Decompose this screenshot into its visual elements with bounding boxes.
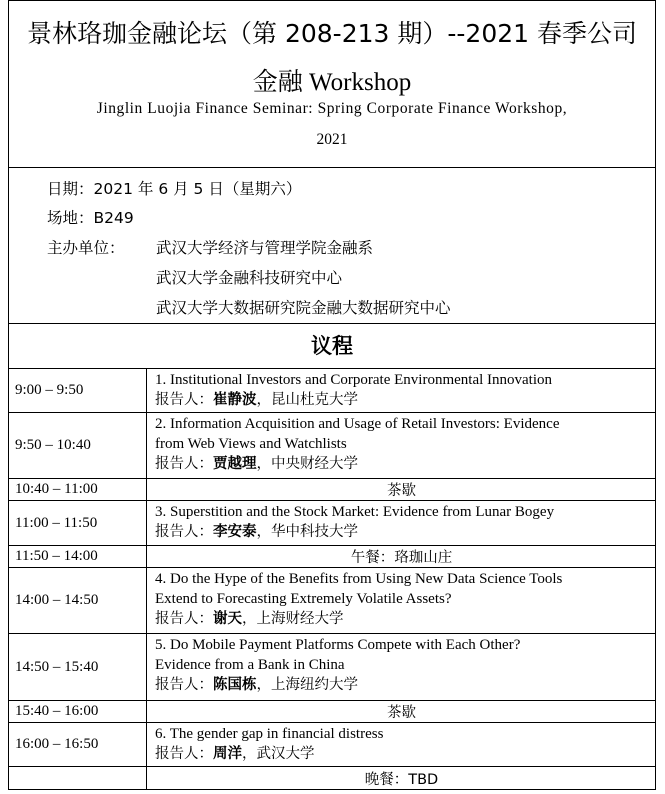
english-subtitle-line-1: Jinglin Luojia Finance Seminar: Spring Corporate Finance Workshop,	[96, 100, 568, 117]
agenda-row-8	[8, 701, 656, 723]
talk-cell	[155, 502, 652, 542]
agenda-row-9	[8, 723, 656, 767]
speaker-line	[155, 744, 652, 764]
date-label: 日期：	[47, 180, 94, 198]
host-label: 主办单位：	[47, 239, 125, 257]
lunch-break: 午餐：珞珈山庄	[350, 550, 453, 566]
speaker-name: 崔静波	[213, 392, 257, 408]
talk-cell	[155, 724, 652, 764]
tea-break: 茶歇	[387, 483, 416, 499]
speaker-label: 报告人：	[155, 524, 213, 540]
time-cell: 16:00 – 16:50	[8, 723, 147, 766]
host-2: 武汉大学金融科技研究中心	[156, 269, 343, 287]
speaker-label: 报告人：	[155, 611, 213, 627]
agenda-heading: 议程	[8, 324, 656, 369]
agenda-row-1	[8, 369, 656, 413]
speaker-affiliation: ，中央财经大学	[256, 456, 358, 472]
speaker-name: 周洋	[213, 746, 242, 762]
title-line-2	[8, 62, 656, 98]
talk-cell	[155, 635, 652, 695]
agenda-row-5	[8, 546, 656, 568]
speaker-affiliation: ，昆山杜克大学	[256, 392, 358, 408]
speaker-line	[155, 675, 652, 695]
talk-cell	[155, 569, 652, 629]
time-cell: 11:00 – 11:50	[8, 501, 147, 545]
title-block	[8, 0, 656, 168]
talk-title-line-1: 5. Do Mobile Payment Platforms Compete with Each Other?	[155, 637, 521, 653]
speaker-label: 报告人：	[155, 677, 213, 693]
speaker-name: 陈国栋	[213, 677, 257, 693]
venue-label: 场地：	[47, 209, 94, 227]
speaker-affiliation: ，华中科技大学	[256, 524, 358, 540]
agenda-row-7	[8, 634, 656, 701]
speaker-line	[155, 454, 652, 474]
speaker-line	[155, 609, 652, 629]
speaker-label: 报告人：	[155, 392, 213, 408]
time-cell	[8, 767, 147, 790]
speaker-line	[155, 522, 652, 542]
talk-title-line-2: Evidence from a Bank in China	[155, 657, 345, 673]
talk-cell	[155, 414, 652, 474]
agenda-row-4	[8, 501, 656, 546]
speaker-affiliation: ，武汉大学	[242, 746, 315, 762]
speaker-label: 报告人：	[155, 456, 213, 472]
venue-row	[47, 206, 134, 228]
title-line-2-cjk: 金融	[252, 67, 303, 96]
talk-title: 1. Institutional Investors and Corporate Environmental Innovation	[155, 372, 553, 388]
venue-value: B249	[93, 209, 134, 227]
talk-title-line-2: from Web Views and Watchlists	[155, 436, 347, 452]
speaker-name: 谢天	[213, 611, 242, 627]
talk-title: 6. The gender gap in financial distress	[155, 726, 384, 742]
speaker-name: 李安泰	[213, 524, 257, 540]
time-cell: 14:00 – 14:50	[8, 568, 147, 633]
agenda-row-6	[8, 568, 656, 634]
time-cell: 15:40 – 16:00	[8, 701, 147, 722]
english-subtitle-line-2: 2021	[316, 131, 348, 148]
title-line-2-latin: Workshop	[302, 69, 412, 96]
talk-title: 3. Superstition and the Stock Market: Evidence from Lunar Bogey	[155, 504, 555, 520]
date-row	[47, 177, 301, 199]
agenda-row-2	[8, 413, 656, 479]
host-1: 武汉大学经济与管理学院金融系	[156, 239, 374, 257]
time-cell: 11:50 – 14:00	[8, 546, 147, 567]
agenda-row-10	[8, 767, 656, 790]
speaker-label: 报告人：	[155, 746, 213, 762]
speaker-affiliation: ，上海财经大学	[242, 611, 344, 627]
time-cell: 9:00 – 9:50	[8, 369, 147, 412]
speaker-line	[155, 390, 652, 410]
date-value: 2021 年 6 月 5 日（星期六）	[93, 180, 302, 198]
event-info	[8, 168, 656, 324]
title-line-1: 景林珞珈金融论坛（第 208-213 期）--2021 春季公司	[27, 19, 637, 48]
dinner: 晚餐：TBD	[364, 772, 439, 788]
agenda-row-3	[8, 479, 656, 501]
talk-title-line-1: 4. Do the Hype of the Benefits from Using New Data Science Tools	[155, 571, 563, 587]
time-cell: 10:40 – 11:00	[8, 479, 147, 500]
speaker-affiliation: ，上海纽约大学	[256, 677, 358, 693]
host-3: 武汉大学大数据研究院金融大数据研究中心	[156, 299, 451, 317]
time-cell: 9:50 – 10:40	[8, 413, 147, 478]
speaker-name: 贾越理	[213, 456, 257, 472]
talk-title-line-1: 2. Information Acquisition and Usage of Retail Investors: Evidence	[155, 416, 560, 432]
time-cell: 14:50 – 15:40	[8, 634, 147, 700]
tea-break: 茶歇	[387, 705, 416, 721]
talk-cell	[155, 370, 652, 410]
talk-title-line-2: Extend to Forecasting Extremely Volatile Assets?	[155, 591, 452, 607]
